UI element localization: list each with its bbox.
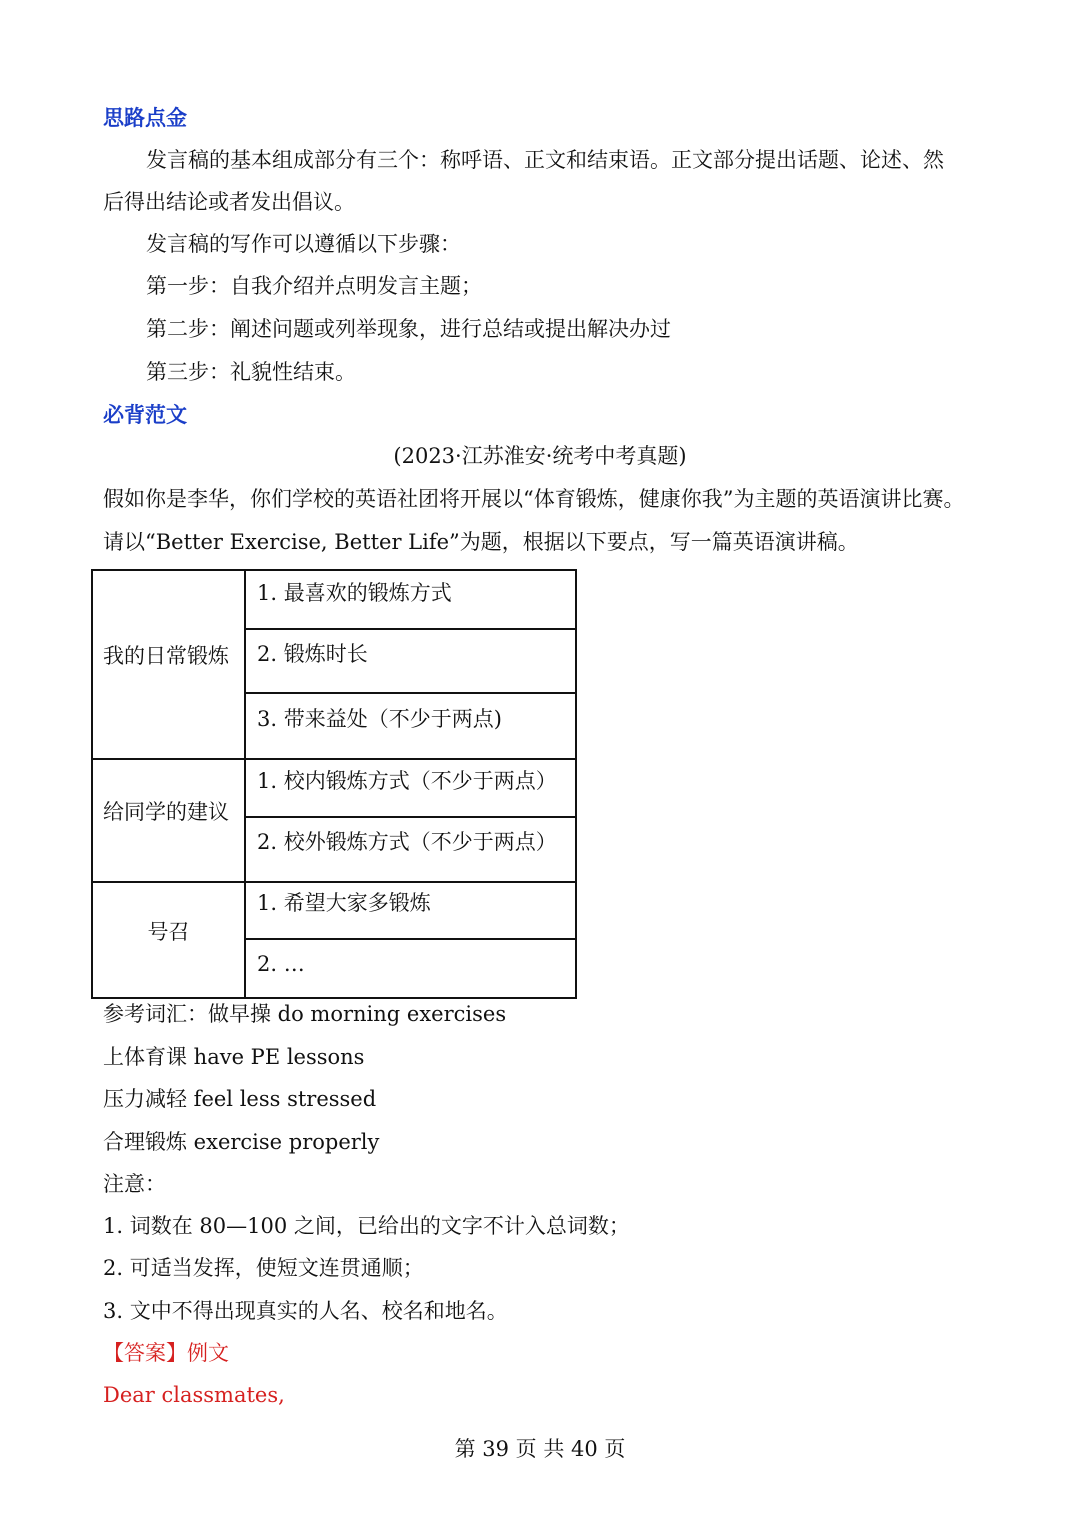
vocab-line: 合理锻炼 exercise properly xyxy=(103,1130,380,1154)
table-group-divider xyxy=(93,758,575,760)
prompt-line-2: 请以“Better Exercise, Better Life”为题，根据以下要点，写一篇英语演讲稿。 xyxy=(103,530,859,554)
tips-heading: 思路点金 xyxy=(103,106,187,130)
note-item: 2. 可适当发挥，使短文连贯通顺； xyxy=(103,1256,424,1280)
table-group-label: 号召 xyxy=(147,920,190,944)
prompt-line-1: 假如你是李华，你们学校的英语社团将开展以“体育锻炼，健康你我”为主题的英语演讲比赛。 xyxy=(103,487,965,511)
table-row-divider xyxy=(244,692,575,694)
tips-paragraph-line-2: 后得出结论或者发出倡议。 xyxy=(103,190,355,214)
table-group-divider xyxy=(93,881,575,883)
note-item: 3. 文中不得出现真实的人名、校名和地名。 xyxy=(103,1299,508,1323)
table-item: 1. 校内锻炼方式（不少于两点） xyxy=(257,769,557,793)
table-item: 1. 希望大家多锻炼 xyxy=(257,891,431,915)
table-item: 2. … xyxy=(257,952,305,976)
tips-steps-intro: 发言稿的写作可以遵循以下步骤： xyxy=(146,232,461,256)
table-row-divider xyxy=(244,938,575,940)
note-item: 1. 词数在 80—100 之间，已给出的文字不计入总词数； xyxy=(103,1214,630,1238)
vocab-line: 压力减轻 feel less stressed xyxy=(103,1087,377,1111)
table-item: 2. 锻炼时长 xyxy=(257,642,368,666)
model-heading: 必背范文 xyxy=(103,403,187,427)
table-column-divider xyxy=(244,571,246,997)
table-item: 1. 最喜欢的锻炼方式 xyxy=(257,581,452,605)
requirements-table xyxy=(91,569,577,999)
tips-step-1: 第一步：自我介绍并点明发言主题； xyxy=(146,274,482,298)
page-footer: 第 39 页 共 40 页 xyxy=(454,1437,626,1461)
answer-greeting: Dear classmates, xyxy=(103,1383,285,1407)
tips-step-3: 第三步：礼貌性结束。 xyxy=(146,360,356,384)
vocab-line: 参考词汇：做早操 do morning exercises xyxy=(103,1002,507,1026)
table-row-divider xyxy=(244,816,575,818)
table-group-label: 我的日常锻炼 xyxy=(103,644,229,668)
table-group-label: 给同学的建议 xyxy=(103,800,229,824)
tips-step-2: 第二步：阐述问题或列举现象，进行总结或提出解决办过 xyxy=(146,317,671,341)
vocab-line: 上体育课 have PE lessons xyxy=(103,1045,365,1069)
answer-heading: 【答案】例文 xyxy=(103,1341,229,1365)
source-citation: (2023·江苏淮安·统考中考真题) xyxy=(393,444,687,468)
table-item: 3. 带来益处（不少于两点) xyxy=(257,707,502,731)
tips-paragraph-line-1: 发言稿的基本组成部分有三个：称呼语、正文和结束语。正文部分提出话题、论述、然 xyxy=(146,148,944,172)
table-row-divider xyxy=(244,628,575,630)
table-item: 2. 校外锻炼方式（不少于两点） xyxy=(257,830,557,854)
notes-title: 注意： xyxy=(103,1172,166,1196)
